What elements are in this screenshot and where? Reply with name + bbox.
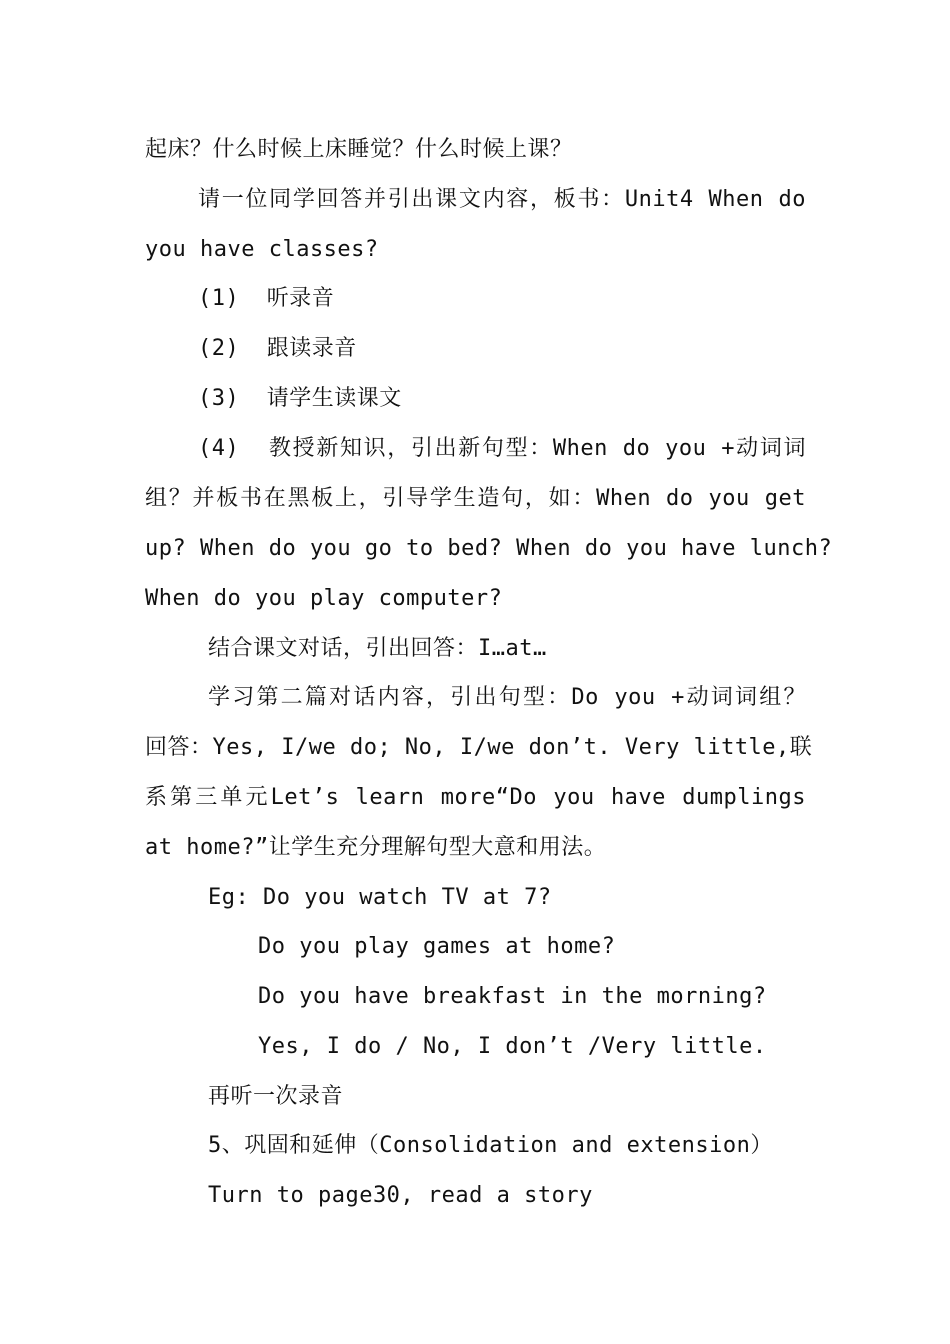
text-line: (3) 请学生读课文 xyxy=(198,386,402,411)
text-line: Yes, I do / No, I don’t /Very little. xyxy=(258,1034,767,1059)
text-line: (2) 跟读录音 xyxy=(198,336,357,361)
text-line: 学习第二篇对话内容，引出句型：Do you +动词词组？ xyxy=(208,685,806,710)
text-line: at home?”让学生充分理解句型大意和用法。 xyxy=(145,835,607,860)
text-line: 5、巩固和延伸（Consolidation and extension） xyxy=(208,1133,773,1158)
text-line: Turn to page30, read a story xyxy=(208,1183,593,1208)
text-line: (1) 听录音 xyxy=(198,286,335,311)
text-line: 结合课文对话，引出回答：I…at… xyxy=(208,636,547,661)
text-line: 系第三单元Let’s learn more“Do you have dumplings xyxy=(145,785,806,810)
text-line: 请一位同学回答并引出课文内容，板书：Unit4 When do xyxy=(198,187,806,212)
text-line: 回答：Yes, I/we do; No, I/we don’t. Very little,联 xyxy=(145,735,813,760)
text-line: 起床？什么时候上床睡觉？什么时候上课？ xyxy=(145,137,573,162)
text-line: 组？并板书在黑板上，引导学生造句，如：When do you get xyxy=(145,486,806,511)
text-line: 再听一次录音 xyxy=(208,1084,344,1109)
text-line: up? When do you go to bed? When do you have lunch? xyxy=(145,536,833,561)
text-line: Do you have breakfast in the morning? xyxy=(258,984,767,1009)
text-line: Do you play games at home? xyxy=(258,934,616,959)
text-line: you have classes? xyxy=(145,237,379,262)
text-line: When do you play computer? xyxy=(145,586,503,611)
text-line: (4) 教授新知识，引出新句型：When do you +动词词 xyxy=(198,436,806,461)
text-line: Eg: Do you watch TV at 7? xyxy=(208,885,552,910)
